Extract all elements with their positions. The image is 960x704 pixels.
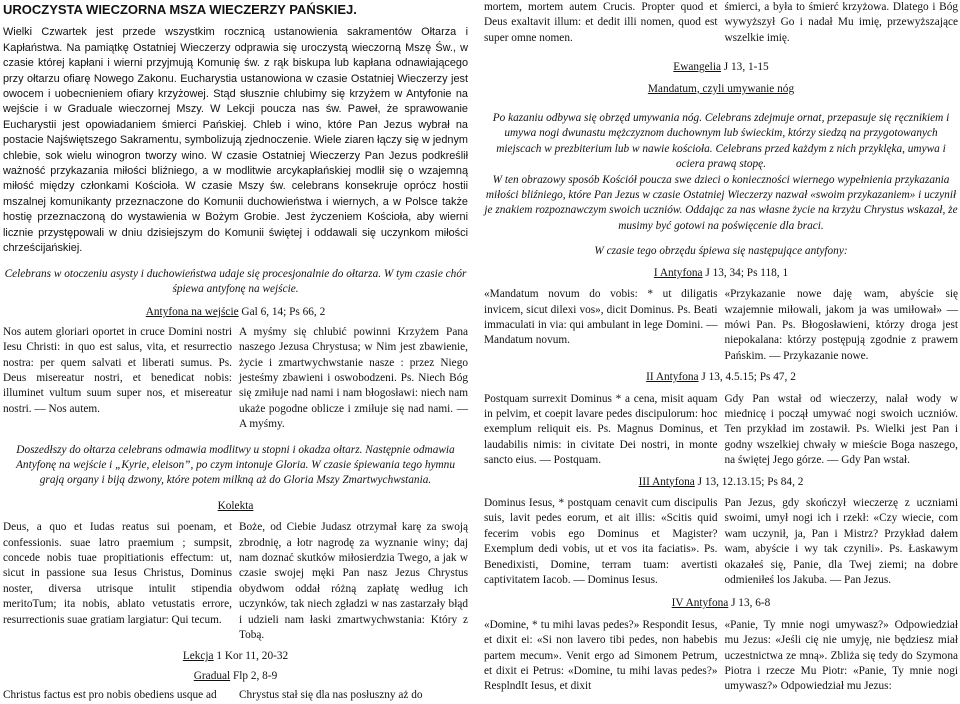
gradual-text-left bbox=[3, 688, 468, 703]
antyfona3-polish: Pan Jezus, gdy skończył wieczerzę z uczniami swoimi, umył nogi ich i rzekł: «Czy wiecie, com wam uczynił, ja, Pan i Mistrz? Przykład dałem wam, abyście i wy tak czynili». Ps. Łaskawym okazałeś się, Panie, dla Twej ziemi; na dobre odmieniłeś los Jakuba. — Pan Jezus. bbox=[724, 496, 958, 586]
kolekta-polish: Boże, od Ciebie Judasz otrzymał karę za swoją zbrodnię, a łotr nagrodę za wyznanie winy; daj nam doznać skutków miłosierdzia Twego, a jak w czasie swojej męki Pan nasz Jezus Chrystus obydwom oddał różną zapłatę według ich uczynków, tak niech zgładzi w nas zastarzały błąd i udzieli nam łaski zmartwychwstania: Który z Tobą. bbox=[239, 521, 468, 642]
mandatum-rubric-2: W ten obrazowy sposób Kościół poucza swe dzieci o konieczności wiernego wypełnienia przykazania miłości bliźniego, które Pan Jezus w czasie Ostatniej Wieczerzy nazwał «swoim przykazaniem» i uczynił je znakiem rozpoznawczym swoich uczniów. Oddając za nas własne życie na krzyżu Chrystus wskazał, że musimy być gotowi na poświęcenie dla braci. bbox=[484, 173, 958, 232]
antyfona3-title: III Antyfona bbox=[638, 475, 695, 488]
antyfona4-polish: «Panie, Ty mnie nogi umywasz?» Odpowiedział mu Jezus: «Jeśli cię nie umyję, nie będziesz miał uczestnictwa ze mną». Zbliża się tedy do Szymona Piotra i rzecze Mu Piotr: «Panie, Ty mnie nogi umywasz?» Odpowiedział mu Jezus: bbox=[724, 618, 958, 693]
antyfona1-heading bbox=[484, 266, 958, 281]
gradual-ref: Flp 2, 8-9 bbox=[230, 669, 278, 682]
antyfona1-title: I Antyfona bbox=[653, 266, 703, 279]
mandatum-heading bbox=[484, 82, 958, 97]
ewangelia-title: Ewangelia bbox=[673, 61, 721, 74]
antyfona2-text bbox=[484, 392, 958, 469]
left-column bbox=[3, 0, 468, 704]
antyfona-wejscie-heading bbox=[3, 305, 468, 320]
antyfona4-title: IV Antyfona bbox=[671, 597, 729, 610]
intro-paragraph: Wielki Czwartek jest przede wszystkim rocznicą ustanowienia sakramentów Ołtarza i Kapłaństwa. Na pamiątkę Ostatniej Wieczerzy odprawia się uroczystą wieczorną Mszę Św., w czasie której kapłani i wierni przyjmują Komunię św. z rąk biskupa lub kapłana odnawiającego przy ołtarzu ofiarę Nowego Zakonu. Eucharystia ustanowiona w czasie Ostatniej Wieczerzy jest owocem i uobecnieniem ofiary krzyżowej. Stąd słusznie chlubimy się krzyżem w Antyfonie na wejście i w Graduale wieczornej Mszy. W Lekcji poucza nas św. Paweł, że sprawowanie Eucharystii jest opowiadaniem śmierci Pańskiej. Chleb i wino, które Pan Jezus wybrał na postacie Najświętszego Sakramentu, symbolizują zjednoczenie. Wiele ziaren łączy się w jednym chlebie, sok wielu winogron tworzy wino. W czasie Ostatniej Wieczerzy Pan Jezus podkreślił ważność przykazania miłości bliźniego, a w modlitwie arcykapłańskiej modlił się o wzajemną miłość między członkami Kościoła. W czasie Mszy św. celebrans konsekruje oprócz hostii mszalnej komunikanty przeznaczone do Komunii duchowieństwa i wiernych, a w Polsce także hostię przeznaczoną do wystawienia w Bożym Grobie. Jest życzeniem Kościoła, aby wierni licznie przystępowali w dniu dzisiejszym do Komunii świętej i oddawali się uczynkom miłości chrześcijańskiej. bbox=[3, 26, 468, 255]
antyfona2-latin: Postquam surrexit Dominus * a cena, misit aquam in pelvim, et coepit lavare pedes discipulorum: hoc exemplum reliquit eis. Ps. Magnus Dominus, et laudabilis nimis: in civitate Dei nostri, in monte sancto eius. — Postquam. bbox=[484, 392, 718, 467]
mandatum-title: Mandatum, czyli umywanie nóg bbox=[647, 82, 795, 95]
rubric-procession: Celebrans w otoczeniu asysty i duchowieństwa udaje się procesjonalnie do ołtarza. W tym czasie chór śpiewa antyfonę na wejście. bbox=[4, 267, 467, 295]
gradual-polish-end: śmierci, a była to śmierć krzyżowa. Dlatego i Bóg wywyższył Go i nadał Mu imię, przewyższające wszelkie imię. bbox=[724, 1, 958, 44]
page-title: UROCZYSTA WIECZORNA MSZA WIECZERZY PAŃSKIEJ. bbox=[3, 2, 357, 17]
antyfona2-polish: Gdy Pan wstał od wieczerzy, nalał wody w miednicę i począł umywać nogi swoich uczniów. Ten przykład im zostawił. Ps. Wielki jest Pan i godny wszelkiej chwały w mieście Boga naszego, na świętej Jego górze. — Gdy Pan wstał. bbox=[724, 392, 958, 467]
kolekta-latin: Deus, a quo et Iudas reatus sui poenam, et confessionis. suae latro praemium ; sumpsit, concede nobis tuae propitiationis effectum: ut, sicut in passione sua Iesus Christus, Dominus noster, diversa utrisque intulit stipendia meritoTum; ita nobis, ablato vetustatis errore, resurrectionis suae gratiam largiatur: Qui tecum. bbox=[3, 521, 232, 626]
gradual-latin-end: mortem, mortem autem Crucis. Propter quod et Deus exaltavit illum: et dedit illi nomen, quod est super omne nomen. bbox=[484, 1, 718, 44]
antyfona3-heading bbox=[484, 475, 958, 490]
kolekta-text bbox=[3, 520, 468, 643]
gradual-polish-start: Chrystus stał się dla nas posłuszny aż do bbox=[239, 689, 423, 702]
antyfona-wejscie-text bbox=[3, 325, 468, 433]
gradual-title: Gradual bbox=[193, 669, 231, 682]
antyfona2-title: II Antyfona bbox=[646, 371, 699, 384]
kolekta-title: Kolekta bbox=[217, 499, 254, 512]
antyfona4-latin: «Domine, * tu mihi lavas pedes?» Respondit Iesus, et dixit ei: «Si non lavero tibi pedes, non habebis partem mecum». Venit ergo ad Simonem Petrum, et dixit ei Petrus: «Domine, tu mihi lavas pedes?» ResplndIt Iesus, et dixit bbox=[484, 618, 718, 693]
antyfona-wejscie-polish: A myśmy się chlubić powinni Krzyżem Pana naszego Jezusa Chrystusa; w Nim jest zbawienie, życie i zmartwychwstanie nasze : przez Niego jesteśmy zbawieni i oswobodzeni. Ps. Niech Bóg się zmiłuje nad nami i nam błogosławi: niech nam ukaże pogodne oblicze i zmiłuje się nad nami. — A myśmy. bbox=[239, 325, 468, 431]
antyfona1-polish: «Przykazanie nowe daję wam, abyście się wzajemnie miłowali, jakom ja was umiłował» — mówi Pan. Ps. Błogosławieni, którzy droga jest niepokalana: którzy postępują zgodnie z prawem Pańskim. — Przykazanie nowe. bbox=[724, 288, 958, 362]
rubric-altar: Doszedłszy do ołtarza celebrans odmawia modlitwy u stopni i okadza ołtarz. Następnie odmawia Antyfonę na wejście i „Kyrie, eleison”, po czym intonuje Gloria. W czasie śpiewania tego hymnu grają organy i biją dzwony, które potem milkną aż do Gloria Mszy Zmartwychwstania. bbox=[16, 443, 455, 487]
lekcja-title: Lekcja bbox=[182, 650, 214, 663]
antyfona4-ref: J 13, 6-8 bbox=[728, 597, 771, 610]
antyfona2-ref: J 13, 4.5.15; Ps 47, 2 bbox=[698, 371, 796, 384]
gradual-text-right bbox=[484, 0, 958, 46]
antyfona-wejscie-ref: Gal 6, 14; Ps 66, 2 bbox=[238, 306, 326, 319]
gradual-latin-start: Christus factus est pro nobis obediens usque ad bbox=[3, 689, 217, 702]
mandatum-rubric: Po kazaniu odbywa się obrzęd umywania nóg. Celebrans zdejmuje ornat, przepasuje się ręcznikiem i umywa nogi dwunastu mężczyznom duchownym lub świeckim, którzy siedzą na przygotowanych miejscach w prezbiterium lub w nawie kościoła. Celebrans przed każdym z nich przyklęka, umywa i ociera prawą stopę. bbox=[492, 112, 950, 171]
antyfona3-text bbox=[484, 496, 958, 588]
antyfona1-latin: «Mandatum novum do vobis: * ut diligatis invicem, sicut dilexi vos», dicit Dominus. Ps. Beati immaculati in via: qui ambulant in lege Domini. — Mandatum novum. bbox=[484, 288, 718, 347]
antyfona1-ref: J 13, 34; Ps 118, 1 bbox=[702, 266, 789, 279]
lekcja-ref: 1 Kor 11, 20-32 bbox=[213, 650, 289, 663]
antyfona3-ref: J 13, 12.13.15; Ps 84, 2 bbox=[694, 475, 804, 488]
antyfona-wejscie-title: Antyfona na wejście bbox=[145, 306, 239, 319]
right-column bbox=[484, 0, 958, 695]
antyfona-wejscie-latin: Nos autem gloriari oportet in cruce Domini nostri Iesu Christi: in quo est salus, vita, et resurrectio nostra: per quem salvati et liberati sumus. Ps. Deus misereatur nostri, et benedicat nobis: illuminet vultum suum super nos, et misereatur nostri. — Nos autem. bbox=[3, 325, 232, 415]
gradual-heading bbox=[3, 669, 468, 684]
lekcja-heading bbox=[3, 649, 468, 664]
antyfona3-latin: Dominus Iesus, * postquam cenavit cum discipulis suis, lavit pedes eorum, et ait illis: «Scitis quid fecerim vobis ego Dominus et Magister? Exemplum dedi vobis, ut et vos ita faciatis». Ps. Benedixisti, Domine, terram tuam: avertisti captivitatem Iacob. — Dominus Iesus. bbox=[484, 496, 718, 586]
kolekta-heading bbox=[3, 499, 468, 514]
mandatum-rubric-3: W czasie tego obrzędu śpiewa się następujące antyfony: bbox=[594, 245, 848, 258]
ewangelia-heading bbox=[484, 60, 958, 75]
antyfona1-text bbox=[484, 287, 958, 364]
antyfona4-heading bbox=[484, 596, 958, 611]
antyfona4-text bbox=[484, 618, 958, 695]
ewangelia-ref: J 13, 1-15 bbox=[720, 61, 769, 74]
antyfona2-heading bbox=[484, 370, 958, 385]
